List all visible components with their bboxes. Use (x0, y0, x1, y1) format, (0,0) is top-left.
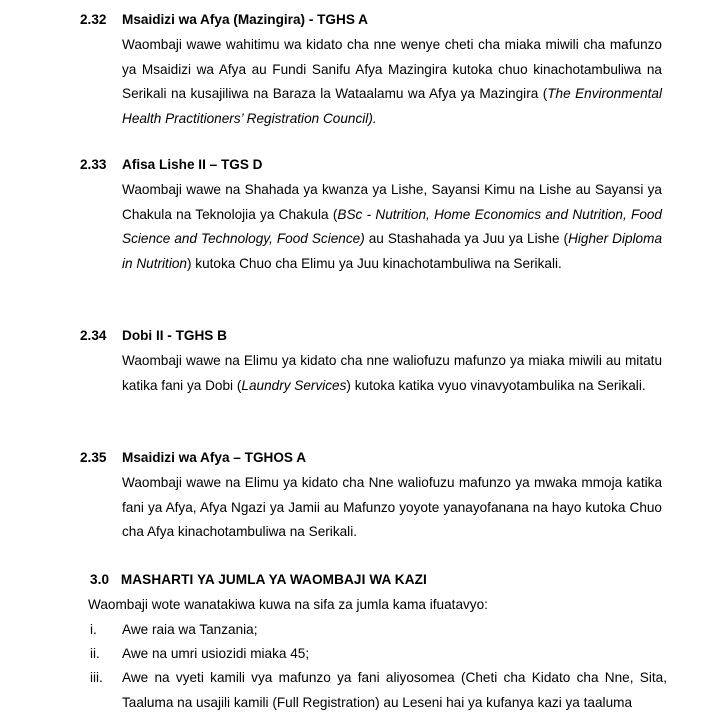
list-item-number: i. (90, 622, 97, 637)
body-text-italic: BSc - Nutrition, Home Economics and Nutrition, Food Science and Technology, Food Science) (122, 206, 662, 247)
general-number: 3.0 (90, 572, 110, 587)
body-text-italic: Laundry Services (241, 377, 347, 393)
section-title: Afisa Lishe II – TGS D (122, 157, 263, 172)
body-text: Waombaji wawe wahitimu wa kidato cha nne wenye cheti cha miaka miwili cha mafunzo ya Msaidizi wa Afya au Fundi Sanifu Afya Mazingira kutoka chuo kinachotambuliwa na Serikali na kusajiliwa na Baraza la Wataalamu wa Afya ya Mazingira ( (122, 37, 662, 102)
section-number: 2.34 (80, 328, 107, 343)
section-body (122, 178, 662, 276)
body-text: au Stashahada ya Juu ya Lishe ( (364, 231, 569, 247)
section-body (122, 33, 662, 131)
general-title: MASHARTI YA JUMLA YA WAOMBAJI WA KAZI (120, 572, 427, 587)
section-title: Msaidizi wa Afya (Mazingira) - TGHS A (122, 12, 368, 27)
body-text: Waombaji wawe na Elimu ya kidato cha nne waliofuzu mafunzo ya miaka miwili au mitatu katika fani ya Dobi ( (122, 353, 662, 393)
general-intro: Waombaji wote wanatakiwa kuwa na sifa za jumla kama ifuatavyo: (88, 597, 488, 612)
section-body (122, 349, 662, 398)
body-text: ) kutoka Chuo cha Elimu ya Juu kinachotambuliwa na Serikali. (186, 255, 562, 271)
list-item: Awe na umri usiozidi miaka 45; (122, 646, 310, 661)
body-text: ) kutoka katika vyuo vinavyotambulika na Serikali. (346, 377, 646, 393)
list-item-number: iii. (90, 670, 103, 685)
general-heading (90, 572, 427, 587)
body-text: Waombaji wawe na Shahada ya kwanza ya Lishe, Sayansi Kimu na Lishe au Sayansi ya Chakula na Teknolojia ya Chakula ( (122, 182, 662, 222)
section-body (122, 471, 662, 545)
section-number: 2.35 (80, 450, 107, 465)
section-number: 2.32 (80, 12, 107, 27)
list-item: Awe raia wa Tanzania; (122, 622, 258, 637)
section-number: 2.33 (80, 157, 107, 172)
body-text-italic: The Environmental Health Practitioners’ Registration Council). (122, 86, 662, 126)
body-text-italic: Higher Diploma in Nutrition (122, 231, 663, 271)
list-item-number: ii. (90, 646, 100, 661)
section-title: Dobi II - TGHS B (122, 328, 227, 343)
body-text: Waombaji wawe na Elimu ya kidato cha Nne waliofuzu mafunzo ya mwaka mmoja katika fani ya Afya, Afya Ngazi ya Jamii au Mafunzo yoyote yanayofanana na hayo kutoka Chuo cha Afya kinachotambuliwa na Serikali. (122, 475, 662, 540)
section-title: Msaidizi wa Afya – TGHOS A (122, 450, 307, 465)
list-item: Awe na vyeti kamili vya mafunzo ya fani aliyosomea (Cheti cha Kidato cha Nne, Sita, Taaluma na usajili kamili (Full Registration) au Leseni hai ya kufanya kazi ya taaluma (122, 670, 667, 710)
